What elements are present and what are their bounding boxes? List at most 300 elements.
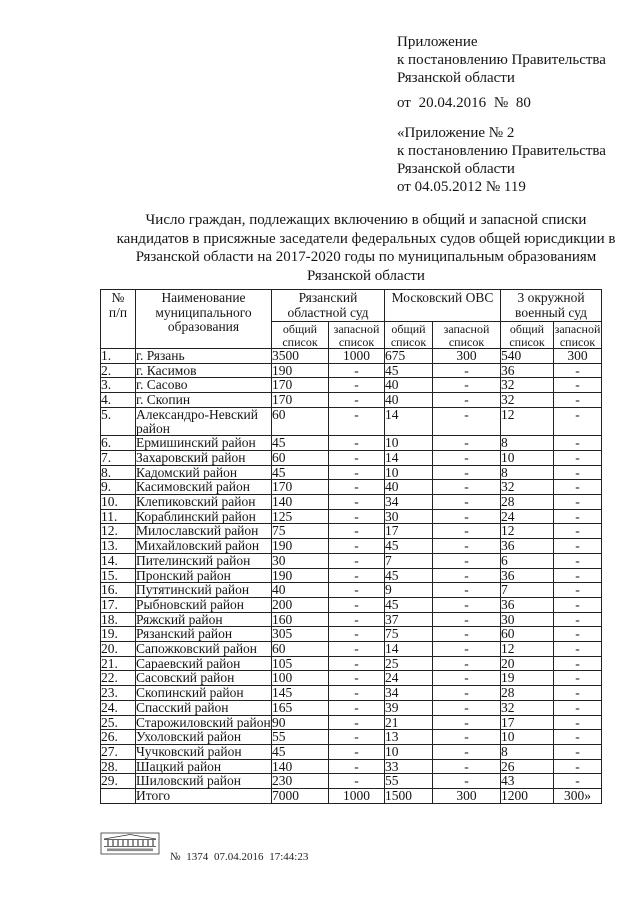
municipality-name: Шиловский район <box>136 774 272 789</box>
moscow-general: 34 <box>385 686 433 701</box>
row-number: 15. <box>101 568 136 583</box>
military-general: 36 <box>501 568 554 583</box>
annex-reference-header <box>397 124 606 196</box>
table-row <box>101 539 602 554</box>
municipality-name: Клепиковский район <box>136 495 272 510</box>
military-reserve: - <box>554 407 602 435</box>
subheader-general-list: общий список <box>272 322 329 349</box>
military-reserve: 300 <box>554 349 602 364</box>
row-number: 9. <box>101 480 136 495</box>
moscow-general: 40 <box>385 480 433 495</box>
moscow-reserve: - <box>433 597 501 612</box>
row-number: 26. <box>101 730 136 745</box>
moscow-reserve: - <box>433 509 501 524</box>
row-number: 10. <box>101 495 136 510</box>
military-general: 17 <box>501 715 554 730</box>
table-row <box>101 378 602 393</box>
subheader-general-list: общий список <box>501 322 554 349</box>
row-number: 7. <box>101 450 136 465</box>
header-number <box>101 290 136 349</box>
military-reserve: - <box>554 495 602 510</box>
ryazan-general: 140 <box>272 495 329 510</box>
military-general: 10 <box>501 450 554 465</box>
municipality-name: Старожиловский район <box>136 714 271 730</box>
ryazan-general: 3500 <box>272 349 329 364</box>
table-row <box>101 407 602 435</box>
moscow-general: 7 <box>385 553 433 568</box>
table-row <box>101 744 602 759</box>
moscow-general: 37 <box>385 612 433 627</box>
ryazan-general: 105 <box>272 656 329 671</box>
ryazan-reserve: - <box>329 583 385 598</box>
document-title-line: кандидатов в присяжные заседатели федеральных судов общей юрисдикции в <box>116 230 616 247</box>
ryazan-reserve: - <box>329 744 385 759</box>
moscow-general: 14 <box>385 407 433 435</box>
document-title-line: Рязанской области <box>307 267 425 284</box>
subheader-general-list: общий список <box>385 322 433 349</box>
row-number: 2. <box>101 363 136 378</box>
annex-ref-region-line: Рязанской области <box>397 161 515 177</box>
military-general: 32 <box>501 700 554 715</box>
table-row <box>101 553 602 568</box>
row-number <box>101 789 136 804</box>
total-ryazan-general: 7000 <box>272 789 329 804</box>
municipality-name: Касимовский район <box>136 480 272 495</box>
ryazan-general: 60 <box>272 642 329 657</box>
ryazan-reserve: - <box>329 480 385 495</box>
row-number: 8. <box>101 465 136 480</box>
municipality-name: Рязанский район <box>136 627 272 642</box>
annex-ref-date-number: от 04.05.2012 № 119 <box>397 179 526 195</box>
moscow-general: 33 <box>385 759 433 774</box>
military-reserve: - <box>554 480 602 495</box>
municipality-name: Спасский район <box>136 700 272 715</box>
header-number-sub: п/п <box>108 304 128 320</box>
table-row <box>101 627 602 642</box>
header-municipality: Наименование муниципального образования <box>136 290 272 349</box>
ryazan-general: 45 <box>272 744 329 759</box>
military-reserve: - <box>554 583 602 598</box>
military-general: 12 <box>501 524 554 539</box>
annex-header <box>397 33 606 112</box>
moscow-reserve: - <box>433 612 501 627</box>
military-general: 8 <box>501 465 554 480</box>
annex-ref-resolution-line: к постановлению Правительства <box>397 143 606 159</box>
ryazan-general: 190 <box>272 363 329 378</box>
ryazan-reserve: - <box>329 465 385 480</box>
table-row <box>101 583 602 598</box>
row-number: 12. <box>101 524 136 539</box>
municipality-name: Захаровский район <box>136 450 272 465</box>
military-reserve: - <box>554 436 602 451</box>
military-general: 43 <box>501 774 554 789</box>
table-row <box>101 715 602 730</box>
military-reserve: - <box>554 686 602 701</box>
table-row <box>101 774 602 789</box>
ryazan-reserve: - <box>329 774 385 789</box>
military-reserve: - <box>554 393 602 408</box>
military-reserve: - <box>554 656 602 671</box>
table-row <box>101 686 602 701</box>
municipality-name: Шацкий район <box>136 759 272 774</box>
moscow-reserve: - <box>433 642 501 657</box>
row-number: 20. <box>101 642 136 657</box>
military-general: 8 <box>501 744 554 759</box>
moscow-general: 75 <box>385 627 433 642</box>
annex-resolution-line: к постановлению Правительства <box>397 52 606 68</box>
quota-table <box>100 289 602 804</box>
row-number: 28. <box>101 759 136 774</box>
ryazan-general: 230 <box>272 774 329 789</box>
table-body <box>101 349 602 789</box>
table-row <box>101 730 602 745</box>
ryazan-general: 60 <box>272 407 329 435</box>
row-number: 14. <box>101 553 136 568</box>
row-number: 29. <box>101 774 136 789</box>
ryazan-reserve: - <box>329 363 385 378</box>
moscow-reserve: - <box>433 568 501 583</box>
moscow-general: 45 <box>385 363 433 378</box>
ryazan-reserve: - <box>329 539 385 554</box>
table-row <box>101 393 602 408</box>
moscow-general: 39 <box>385 700 433 715</box>
military-general: 36 <box>501 597 554 612</box>
military-reserve: - <box>554 744 602 759</box>
ryazan-general: 160 <box>272 612 329 627</box>
row-number: 23. <box>101 686 136 701</box>
moscow-general: 14 <box>385 642 433 657</box>
moscow-reserve: - <box>433 686 501 701</box>
table-row <box>101 656 602 671</box>
ryazan-reserve: - <box>329 450 385 465</box>
moscow-general: 10 <box>385 436 433 451</box>
municipality-name: Милославский район <box>136 524 272 539</box>
ryazan-reserve: - <box>329 436 385 451</box>
ryazan-reserve: - <box>329 715 385 730</box>
total-moscow-reserve: 300 <box>433 789 501 804</box>
moscow-reserve: - <box>433 393 501 408</box>
ryazan-reserve: - <box>329 759 385 774</box>
moscow-reserve: - <box>433 465 501 480</box>
military-reserve: - <box>554 642 602 657</box>
ryazan-general: 190 <box>272 539 329 554</box>
ryazan-reserve: - <box>329 671 385 686</box>
municipality-name: Путятинский район <box>136 583 272 598</box>
ryazan-reserve: - <box>329 509 385 524</box>
total-moscow-general: 1500 <box>385 789 433 804</box>
moscow-reserve: - <box>433 715 501 730</box>
military-general: 6 <box>501 553 554 568</box>
moscow-general: 9 <box>385 583 433 598</box>
table-row <box>101 568 602 583</box>
municipality-name: Рыбновский район <box>136 597 272 612</box>
header-number-sign: № <box>111 290 125 305</box>
moscow-reserve: - <box>433 436 501 451</box>
table-row <box>101 349 602 364</box>
ryazan-reserve: - <box>329 495 385 510</box>
table-row <box>101 612 602 627</box>
table-row <box>101 465 602 480</box>
military-reserve: - <box>554 465 602 480</box>
military-general: 26 <box>501 759 554 774</box>
municipality-name: Ряжский район <box>136 612 272 627</box>
moscow-reserve: - <box>433 450 501 465</box>
row-number: 13. <box>101 539 136 554</box>
moscow-general: 55 <box>385 774 433 789</box>
moscow-general: 45 <box>385 539 433 554</box>
moscow-reserve: - <box>433 495 501 510</box>
military-reserve: - <box>554 730 602 745</box>
ryazan-reserve: - <box>329 612 385 627</box>
subheader-reserve-list: запасной список <box>329 322 385 349</box>
ryazan-reserve: - <box>329 597 385 612</box>
table-row <box>101 363 602 378</box>
municipality-name: Кораблинский район <box>136 509 272 524</box>
military-general: 10 <box>501 730 554 745</box>
ryazan-general: 90 <box>272 715 329 730</box>
municipality-name: Пителинский район <box>136 553 272 568</box>
row-number: 25. <box>101 715 136 730</box>
municipality-name: г. Скопин <box>136 393 272 408</box>
military-general: 19 <box>501 671 554 686</box>
row-number: 5. <box>101 407 136 435</box>
ryazan-general: 190 <box>272 568 329 583</box>
table-row <box>101 450 602 465</box>
ryazan-reserve: - <box>329 393 385 408</box>
ryazan-general: 40 <box>272 583 329 598</box>
row-number: 19. <box>101 627 136 642</box>
annex-title: Приложение <box>397 34 478 50</box>
table-header <box>101 290 602 349</box>
military-general: 60 <box>501 627 554 642</box>
municipality-name: Пронский район <box>136 568 272 583</box>
ryazan-general: 45 <box>272 465 329 480</box>
municipality-name: Чучковский район <box>136 744 272 759</box>
municipality-name: Скопинский район <box>136 686 272 701</box>
moscow-general: 24 <box>385 671 433 686</box>
ryazan-reserve: - <box>329 407 385 435</box>
moscow-reserve: - <box>433 627 501 642</box>
military-reserve: - <box>554 553 602 568</box>
military-general: 36 <box>501 363 554 378</box>
moscow-reserve: - <box>433 700 501 715</box>
moscow-reserve: - <box>433 480 501 495</box>
moscow-general: 45 <box>385 597 433 612</box>
moscow-reserve: - <box>433 407 501 435</box>
military-reserve: - <box>554 774 602 789</box>
military-general: 32 <box>501 480 554 495</box>
ryazan-general: 140 <box>272 759 329 774</box>
moscow-reserve: - <box>433 553 501 568</box>
military-reserve: - <box>554 715 602 730</box>
military-reserve: - <box>554 524 602 539</box>
municipality-name: Сараевский район <box>136 656 272 671</box>
municipality-name: Кадомский район <box>136 465 272 480</box>
ryazan-reserve: - <box>329 730 385 745</box>
subheader-reserve-list: запасной список <box>433 322 501 349</box>
military-reserve: - <box>554 700 602 715</box>
ryazan-reserve: - <box>329 627 385 642</box>
row-number: 16. <box>101 583 136 598</box>
moscow-general: 17 <box>385 524 433 539</box>
military-general: 30 <box>501 612 554 627</box>
military-reserve: - <box>554 597 602 612</box>
moscow-general: 25 <box>385 656 433 671</box>
ryazan-general: 200 <box>272 597 329 612</box>
row-number: 27. <box>101 744 136 759</box>
military-reserve: - <box>554 450 602 465</box>
ryazan-general: 100 <box>272 671 329 686</box>
row-number: 21. <box>101 656 136 671</box>
total-label: Итого <box>136 789 272 804</box>
table-row <box>101 642 602 657</box>
total-military-general: 1200 <box>501 789 554 804</box>
moscow-general: 675 <box>385 349 433 364</box>
row-number: 22. <box>101 671 136 686</box>
header-court-ryazan: Рязанский областной суд <box>272 290 385 322</box>
military-general: 36 <box>501 539 554 554</box>
total-ryazan-reserve: 1000 <box>329 789 385 804</box>
annex-date-number: от 20.04.2016 № 80 <box>397 95 531 111</box>
military-general: 32 <box>501 378 554 393</box>
ryazan-general: 30 <box>272 553 329 568</box>
document-title <box>96 211 636 285</box>
row-number: 3. <box>101 378 136 393</box>
ryazan-general: 145 <box>272 686 329 701</box>
table-row <box>101 759 602 774</box>
table-row <box>101 524 602 539</box>
ryazan-reserve: 1000 <box>329 349 385 364</box>
row-number: 18. <box>101 612 136 627</box>
municipality-name: Михайловский район <box>136 539 272 554</box>
ryazan-reserve: - <box>329 568 385 583</box>
military-general: 12 <box>501 407 554 435</box>
table-row <box>101 700 602 715</box>
moscow-general: 14 <box>385 450 433 465</box>
subheader-reserve-list: запасной список <box>554 322 601 349</box>
military-reserve: - <box>554 363 602 378</box>
military-general: 8 <box>501 436 554 451</box>
municipality-name: Сапожковский район <box>136 642 272 657</box>
row-number: 24. <box>101 700 136 715</box>
moscow-reserve: - <box>433 583 501 598</box>
military-general: 32 <box>501 393 554 408</box>
military-general: 24 <box>501 509 554 524</box>
ryazan-general: 45 <box>272 436 329 451</box>
ryazan-reserve: - <box>329 656 385 671</box>
document-title-line: Число граждан, подлежащих включению в общий и запасной списки <box>145 212 587 228</box>
ryazan-reserve: - <box>329 700 385 715</box>
military-reserve: - <box>554 671 602 686</box>
military-reserve: - <box>554 759 602 774</box>
total-military-reserve: 300» <box>554 789 602 804</box>
header-court-moscow: Московский ОВС <box>385 290 501 322</box>
municipality-name: Ухоловский район <box>136 730 272 745</box>
table-row <box>101 495 602 510</box>
moscow-reserve: - <box>433 378 501 393</box>
registration-stamp-icon <box>100 831 160 856</box>
moscow-general: 10 <box>385 744 433 759</box>
moscow-general: 21 <box>385 715 433 730</box>
ryazan-reserve: - <box>329 524 385 539</box>
military-general: 540 <box>501 349 554 364</box>
moscow-reserve: 300 <box>433 349 501 364</box>
annex-ref-title: «Приложение № 2 <box>397 125 515 141</box>
ryazan-general: 170 <box>272 378 329 393</box>
ryazan-general: 55 <box>272 730 329 745</box>
registration-number: № 1374 07.04.2016 17:44:23 <box>170 851 309 863</box>
table-row <box>101 436 602 451</box>
military-reserve: - <box>554 612 602 627</box>
ryazan-general: 75 <box>272 524 329 539</box>
row-number: 6. <box>101 436 136 451</box>
moscow-general: 40 <box>385 378 433 393</box>
military-general: 12 <box>501 642 554 657</box>
row-number: 1. <box>101 349 136 364</box>
moscow-general: 10 <box>385 465 433 480</box>
row-number: 11. <box>101 509 136 524</box>
row-number: 4. <box>101 393 136 408</box>
moscow-general: 40 <box>385 393 433 408</box>
municipality-name: Сасовский район <box>136 671 272 686</box>
header-row <box>101 290 602 322</box>
moscow-reserve: - <box>433 730 501 745</box>
moscow-reserve: - <box>433 774 501 789</box>
municipality-name: г. Рязань <box>136 349 272 364</box>
ryazan-general: 165 <box>272 700 329 715</box>
moscow-reserve: - <box>433 759 501 774</box>
document-title-line: Рязанской области на 2017-2020 годы по муниципальным образованиям <box>135 249 597 265</box>
municipality-name: Ермишинский район <box>136 436 272 451</box>
ryazan-reserve: - <box>329 686 385 701</box>
ryazan-general: 170 <box>272 393 329 408</box>
ryazan-general: 170 <box>272 480 329 495</box>
moscow-reserve: - <box>433 363 501 378</box>
ryazan-general: 60 <box>272 450 329 465</box>
moscow-general: 34 <box>385 495 433 510</box>
table-row <box>101 480 602 495</box>
moscow-general: 45 <box>385 568 433 583</box>
header-court-military: 3 окружной военный суд <box>501 290 602 322</box>
ryazan-reserve: - <box>329 378 385 393</box>
municipality-name: Александро-Невский район <box>136 407 272 435</box>
table-total <box>101 789 602 804</box>
military-reserve: - <box>554 378 602 393</box>
moscow-reserve: - <box>433 656 501 671</box>
military-reserve: - <box>554 568 602 583</box>
municipality-name: г. Касимов <box>136 363 272 378</box>
table-row <box>101 671 602 686</box>
moscow-reserve: - <box>433 539 501 554</box>
moscow-reserve: - <box>433 524 501 539</box>
moscow-reserve: - <box>433 671 501 686</box>
ryazan-general: 305 <box>272 627 329 642</box>
military-reserve: - <box>554 509 602 524</box>
ryazan-reserve: - <box>329 553 385 568</box>
moscow-reserve: - <box>433 744 501 759</box>
total-row <box>101 789 602 804</box>
annex-region-line: Рязанской области <box>397 70 515 86</box>
row-number: 17. <box>101 597 136 612</box>
military-reserve: - <box>554 539 602 554</box>
military-general: 28 <box>501 686 554 701</box>
municipality-name: г. Сасово <box>136 378 272 393</box>
moscow-general: 30 <box>385 509 433 524</box>
table-row <box>101 509 602 524</box>
ryazan-general: 125 <box>272 509 329 524</box>
military-reserve: - <box>554 627 602 642</box>
military-general: 7 <box>501 583 554 598</box>
